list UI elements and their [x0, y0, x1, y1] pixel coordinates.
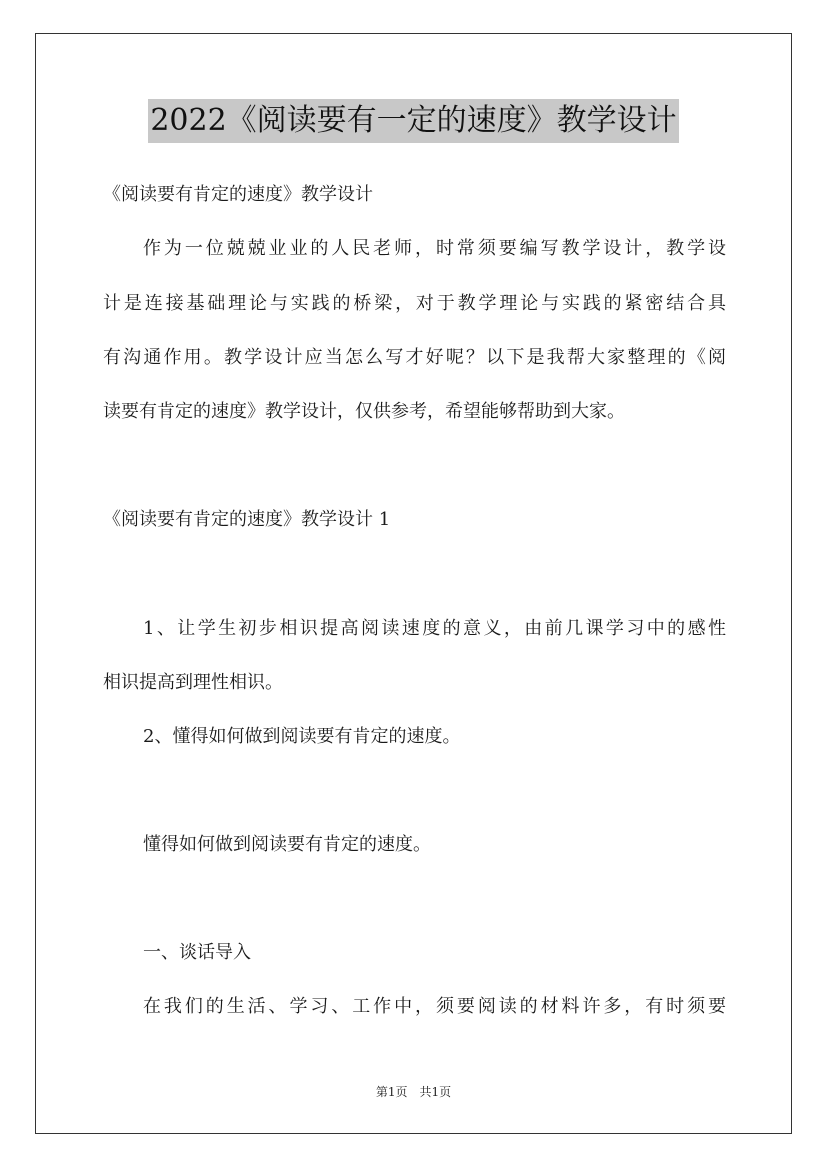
goal-1-line-1: 1、让学生初步相识提高阅读速度的意义，由前几课学习中的感性	[143, 618, 726, 639]
intro-line-1: 作为一位兢兢业业的人民老师，时常须要编写教学设计，教学设	[143, 238, 726, 259]
intro-line-3: 有沟通作用。教学设计应当怎么写才好呢？以下是我帮大家整理的《阅	[103, 347, 726, 368]
title-container	[0, 99, 827, 143]
goal-2: 2、懂得如何做到阅读要有肯定的速度。	[143, 726, 461, 747]
key-point: 懂得如何做到阅读要有肯定的速度。	[143, 834, 431, 855]
intro-line-2: 计是连接基础理论与实践的桥梁，对于教学理论与实践的紧密结合具	[103, 293, 726, 314]
goal-1-line-2: 相识提高到理性相识。	[103, 672, 283, 693]
step-1-paragraph-line: 在我们的生活、学习、工作中，须要阅读的材料许多，有时须要	[143, 996, 726, 1017]
page-footer: 第1页 共1页	[375, 1085, 452, 1099]
document-subtitle: 《阅读要有肯定的速度》教学设计	[103, 184, 373, 205]
step-1-heading: 一、谈话导入	[143, 942, 251, 963]
intro-line-4: 读要有肯定的速度》教学设计，仅供参考，希望能够帮助到大家。	[103, 401, 625, 422]
section-heading: 《阅读要有肯定的速度》教学设计 1	[103, 509, 391, 530]
document-title: 2022《阅读要有一定的速度》教学设计	[148, 99, 678, 143]
